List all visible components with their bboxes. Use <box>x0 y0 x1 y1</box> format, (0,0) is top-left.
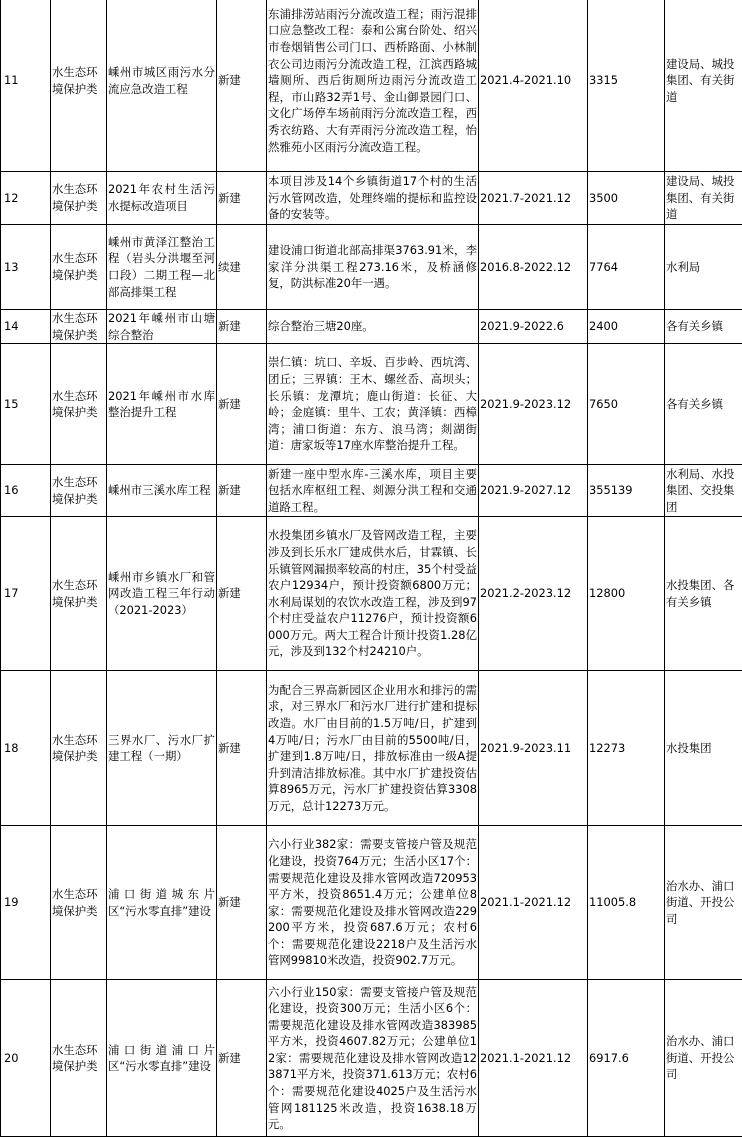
row-period: 2021.9-2023.12 <box>479 344 588 465</box>
row-investment: 3500 <box>588 172 665 225</box>
row-content: 建设浦口街道北部高排渠3763.91米，李家洋分洪渠工程273.16米，及桥涵修复，防洪标准20年一遇。 <box>267 225 479 310</box>
table-row <box>1 826 742 980</box>
row-investment: 12273 <box>588 671 665 826</box>
row-construction-type: 新建 <box>217 344 267 465</box>
table-row <box>1 671 742 826</box>
row-project-name: 2021年嵊州市山塘综合整治 <box>107 310 217 344</box>
row-number: 19 <box>1 826 51 980</box>
row-project-name: 嵊州市三溪水库工程 <box>107 465 217 517</box>
row-investment: 3315 <box>588 0 665 172</box>
row-number: 18 <box>1 671 51 826</box>
row-unit: 水投集团 <box>665 671 742 826</box>
row-content: 崇仁镇：坑口、辛坂、百步岭、西坑湾、团丘；三界镇：王木、螺丝岙、高坝头；长乐镇：龙潭坑；鹿山街道：长征、大岭；金庭镇：里牛、工农；黄泽镇：西樟湾；浦口街道：东方、浪马湾；剡湖街道：唐家坂等17座水库整治提升工程。 <box>267 344 479 465</box>
row-number: 16 <box>1 465 51 517</box>
row-category: 水生态环境保护类 <box>51 172 107 225</box>
row-project-name: 2021年农村生活污水提标改造项目 <box>107 172 217 225</box>
row-project-name: 嵊州市乡镇水厂和管网改造工程三年行动（2021-2023） <box>107 517 217 671</box>
row-content: 水投集团乡镇水厂及管网改造工程，主要涉及到长乐水厂建成供水后，甘霖镇、长乐镇管网漏损率较高的村庄，35个村受益农户12934户，预计投资额6800万元；水利局谋划的农饮水改造工程，涉及到97个村庄受益农户11276户，预计投资额6000万元。两大工程合计预计投资1.28亿元，涉及到132个村24210户。 <box>267 517 479 671</box>
table-row <box>1 0 742 172</box>
row-unit: 水利局、水投集团、交投集团 <box>665 465 742 517</box>
row-construction-type: 新建 <box>217 310 267 344</box>
row-period: 2021.1-2021.12 <box>479 826 588 980</box>
row-unit: 水投集团、各有关乡镇 <box>665 517 742 671</box>
row-construction-type: 新建 <box>217 826 267 980</box>
row-content: 六小行业150家：需要支管接户管及规范化建设，投资300万元；生活小区6个：需要规范化建设及排水管网改造383985平方米，投资4607.82万元；公建单位12家：需要规范化建设及排水管网改造123871平方米，投资371.613万元；农村6个：需要规范化建设4025户及生活污水管网181125米改造，投资1638.18万元。 <box>267 980 479 1137</box>
row-period: 2021.9-2023.11 <box>479 671 588 826</box>
row-construction-type: 续建 <box>217 225 267 310</box>
row-number: 13 <box>1 225 51 310</box>
row-investment: 7764 <box>588 225 665 310</box>
row-category: 水生态环境保护类 <box>51 225 107 310</box>
row-unit: 治水办、浦口街道、开投公司 <box>665 826 742 980</box>
table-row <box>1 225 742 310</box>
row-investment: 12800 <box>588 517 665 671</box>
row-unit: 建设局、城投集团、有关街道 <box>665 172 742 225</box>
row-investment: 2400 <box>588 310 665 344</box>
row-number: 20 <box>1 980 51 1137</box>
row-category: 水生态环境保护类 <box>51 826 107 980</box>
row-investment: 6917.6 <box>588 980 665 1137</box>
row-category: 水生态环境保护类 <box>51 980 107 1137</box>
row-period: 2021.9-2022.6 <box>479 310 588 344</box>
row-content: 综合整治三塘20座。 <box>267 310 479 344</box>
row-unit: 各有关乡镇 <box>665 310 742 344</box>
row-unit: 各有关乡镇 <box>665 344 742 465</box>
row-project-name: 浦口街道城东片区“污水零直排”建设 <box>107 826 217 980</box>
row-construction-type: 新建 <box>217 465 267 517</box>
row-content: 新建一座中型水库-三溪水库，项目主要包括水库枢纽工程、剡源分洪工程和交通道路工程。 <box>267 465 479 517</box>
table-row <box>1 465 742 517</box>
row-construction-type: 新建 <box>217 671 267 826</box>
row-number: 12 <box>1 172 51 225</box>
row-category: 水生态环境保护类 <box>51 344 107 465</box>
row-period: 2021.2-2023.12 <box>479 517 588 671</box>
table-row <box>1 344 742 465</box>
row-unit: 治水办、浦口街道、开投公司 <box>665 980 742 1137</box>
row-category: 水生态环境保护类 <box>51 517 107 671</box>
row-period: 2021.4-2021.10 <box>479 0 588 172</box>
row-content: 东浦排涝站雨污分流改造工程；雨污混排口应急整改工程：泰和公寓台阶处、绍兴市卷烟销售公司门口、西桥路面、小林制衣公司边雨污分流改造工程，江滨西路城墙厕所、西后街厕所边雨污分流改造工程，市山路32弄1号、金山御景园门口、文化广场停车场前雨污分流改造工程，西秀衣纺路、大有弄雨污分流改造工程，怡然雅苑小区雨污分流改造工程。 <box>267 0 479 172</box>
row-number: 17 <box>1 517 51 671</box>
row-category: 水生态环境保护类 <box>51 671 107 826</box>
table-row <box>1 517 742 671</box>
row-project-name: 2021年嵊州市水库整治提升工程 <box>107 344 217 465</box>
row-content: 六小行业382家：需要支管接户管及规范化建设，投资764万元；生活小区17个：需要规范化建设及排水管网改造720953平方米，投资8651.4万元；公建单位8家：需要规范化建设及排水管网改造229200平方米，投资687.6万元；农村6个：需要规范化建设2218户及生活污水管网99810米改造，投资902.7万元。 <box>267 826 479 980</box>
table-row <box>1 172 742 225</box>
row-number: 11 <box>1 0 51 172</box>
table-row <box>1 310 742 344</box>
row-construction-type: 新建 <box>217 0 267 172</box>
row-category: 水生态环境保护类 <box>51 310 107 344</box>
row-investment: 355139 <box>588 465 665 517</box>
table-row <box>1 980 742 1137</box>
row-content: 本项目涉及14个乡镇街道17个村的生活污水管网改造，处理终端的提标和监控设备的安装等。 <box>267 172 479 225</box>
row-construction-type: 新建 <box>217 172 267 225</box>
row-number: 15 <box>1 344 51 465</box>
row-project-name: 嵊州市黄泽江整治工程（岩头分洪堰至河口段）二期工程—北部高排渠工程 <box>107 225 217 310</box>
row-number: 14 <box>1 310 51 344</box>
row-construction-type: 新建 <box>217 517 267 671</box>
row-unit: 建设局、城投集团、有关街道 <box>665 0 742 172</box>
row-project-name: 三界水厂、污水厂扩建工程（一期） <box>107 671 217 826</box>
row-period: 2021.7-2021.12 <box>479 172 588 225</box>
row-project-name: 浦口街道浦口片区“污水零直排”建设 <box>107 980 217 1137</box>
row-investment: 11005.8 <box>588 826 665 980</box>
row-project-name: 嵊州市城区雨污水分流应急改造工程 <box>107 0 217 172</box>
row-category: 水生态环境保护类 <box>51 0 107 172</box>
row-content: 为配合三界高新园区企业用水和排污的需求，对三界水厂和污水厂进行扩建和提标改造。水厂由目前的1.5万吨/日，扩建到4万吨/日；污水厂由目前的5500吨/日，扩建到1.8万吨/日，排放标准由一级A提升到清洁排放标准。其中水厂扩建投资估算8965万元，污水厂扩建投资估算3308万元，总计12273万元。 <box>267 671 479 826</box>
row-unit: 水利局 <box>665 225 742 310</box>
row-period: 2021.1-2021.12 <box>479 980 588 1137</box>
row-period: 2021.9-2027.12 <box>479 465 588 517</box>
row-construction-type: 新建 <box>217 980 267 1137</box>
row-period: 2016.8-2022.12 <box>479 225 588 310</box>
row-investment: 7650 <box>588 344 665 465</box>
row-category: 水生态环境保护类 <box>51 465 107 517</box>
